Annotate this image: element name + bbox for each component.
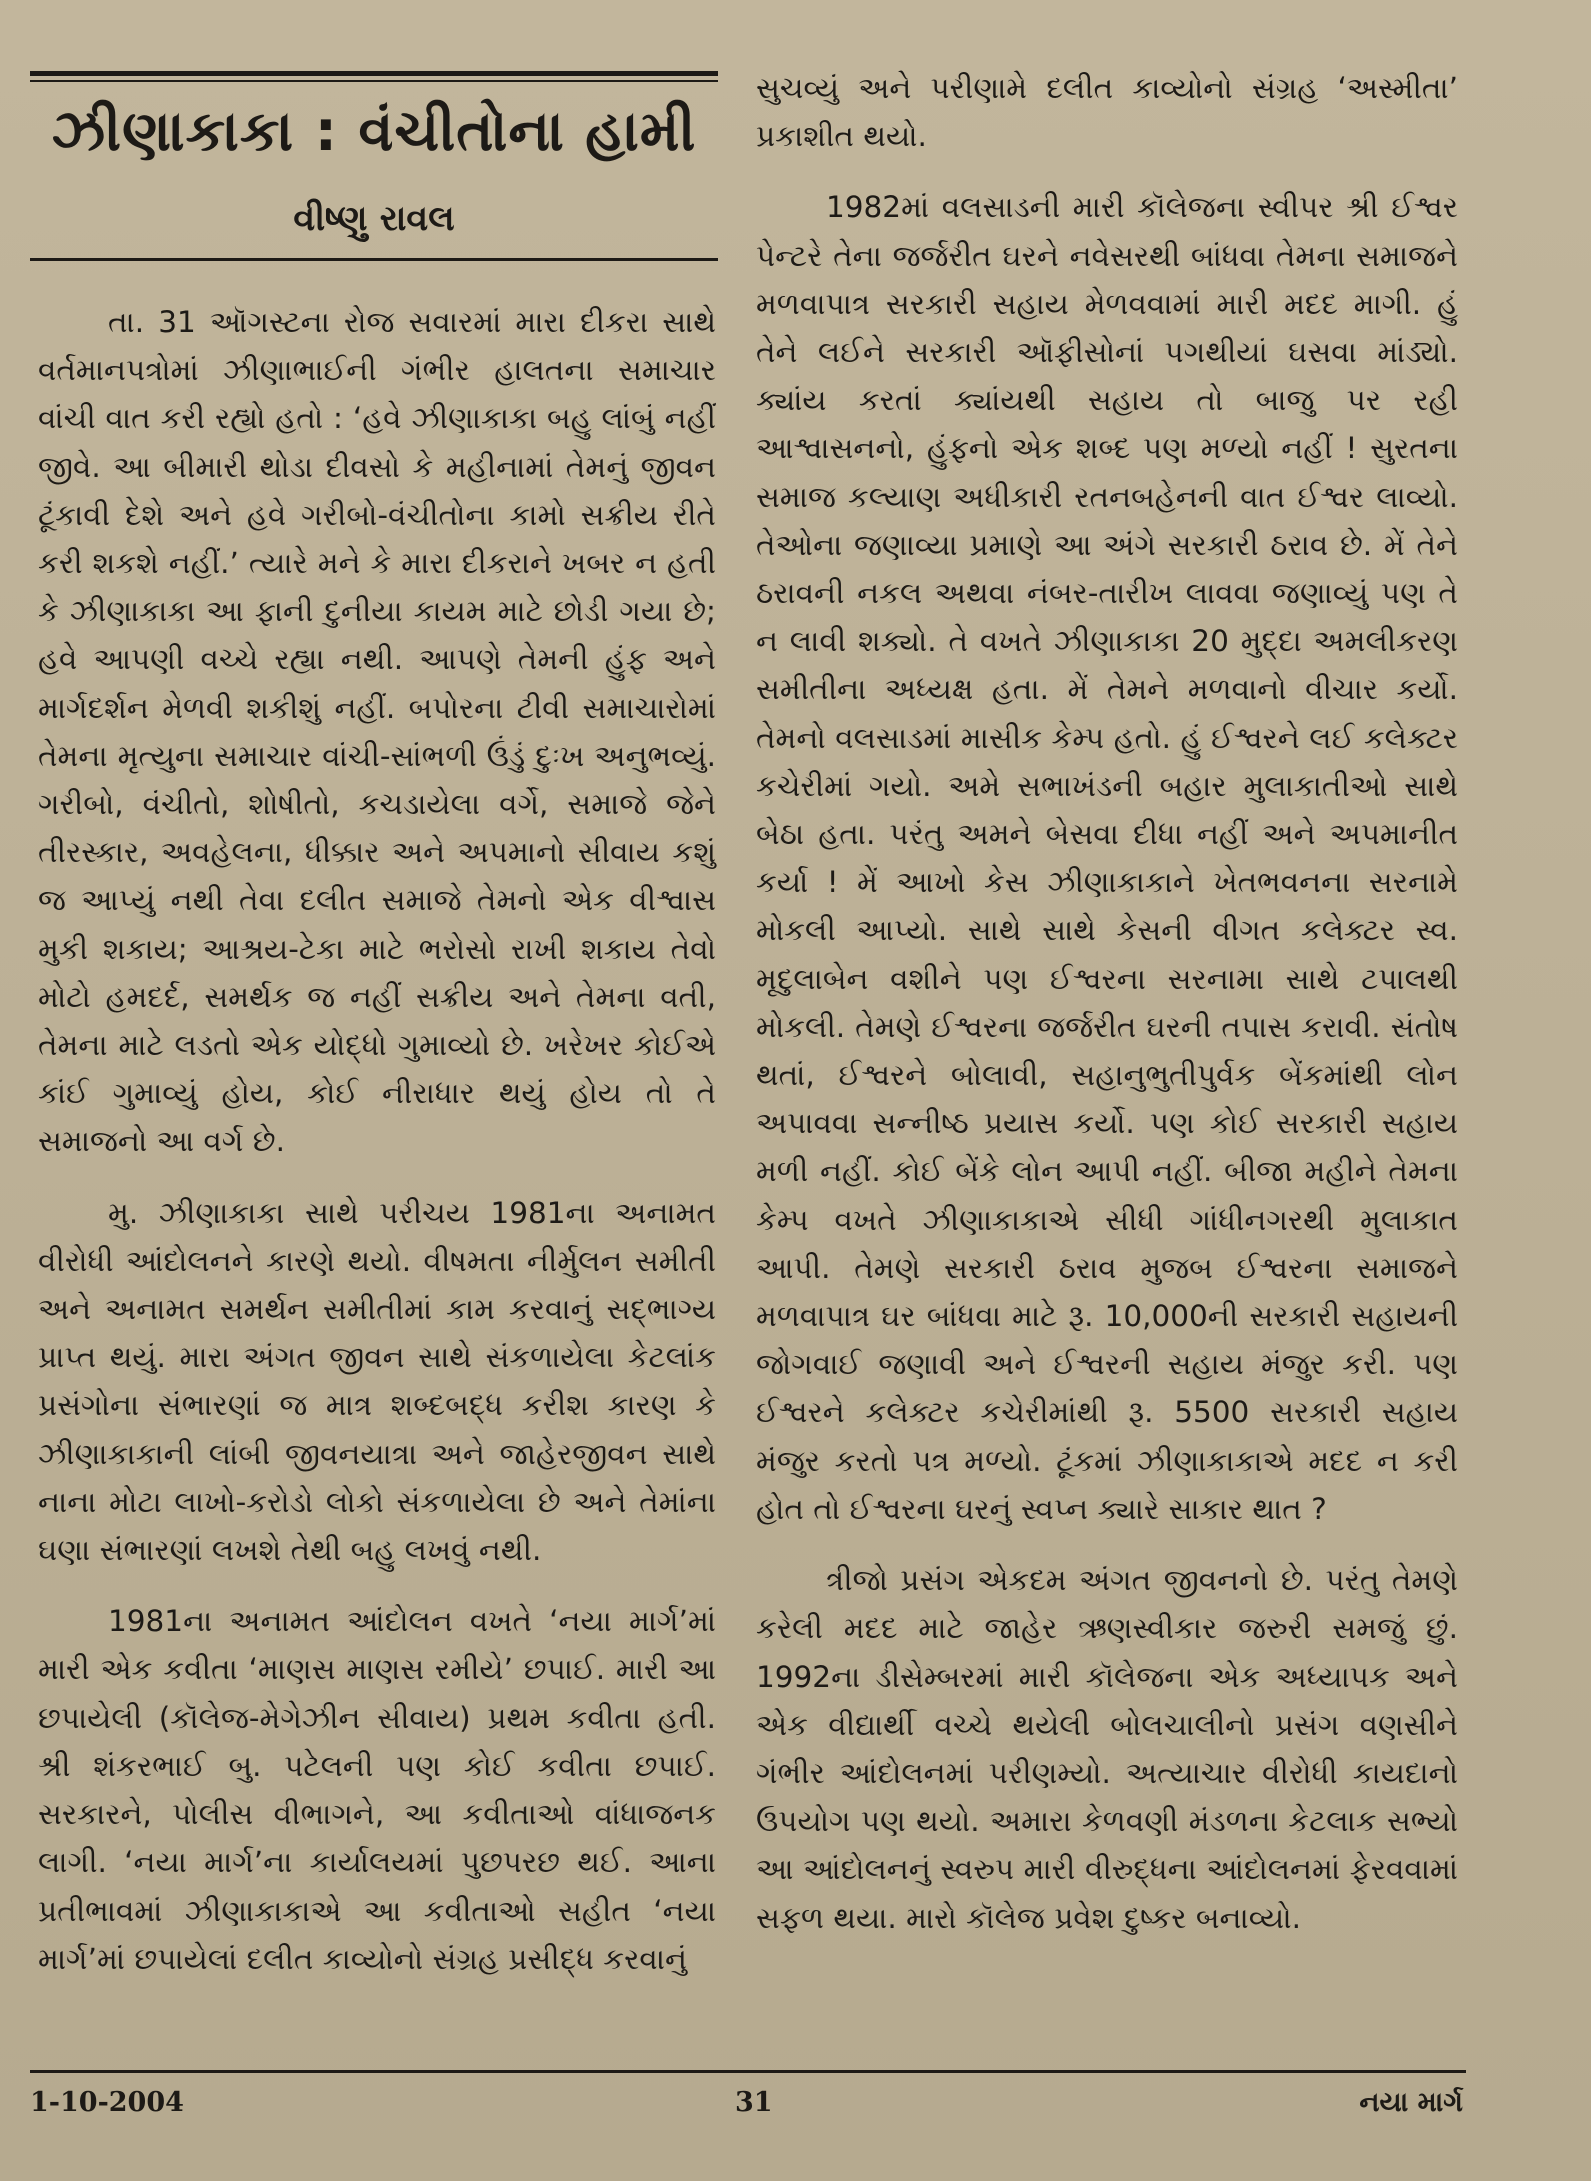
footer-date: 1-10-2004 <box>30 2087 184 2118</box>
paragraph: ત્રીજો પ્રસંગ એકદમ અંગત જીવનનો છે. પરંતુ તેમણે કરેલી મદદ માટે જાહેર ઋણસ્વીકાર જરુરી સમજું છું. 1992ના ડીસેમ્બરમાં મારી કૉલેજના એક અધ્યાપક અને એક વીદ્યાર્થી વચ્ચે થયેલી બોલચાલીનો પ્રસંગ વણસીને ગંભીર આંદોલનમાં પરીણમ્યો. અત્યાચાર વીરોધી કાયદાનો ઉપયોગ પણ થયો. અમારા કેળવણી મંડળના કેટલાક સભ્યો આ આંદોલનનું સ્વરુપ મારી વીરુદ્ધના આંદોલનમાં ફેરવવામાં સફળ થયા. મારો કૉલેજ પ્રવેશ દુષ્કર બનાવ્યો. <box>756 1563 1458 1935</box>
author-rule <box>30 258 718 261</box>
article-title: ઝીણાકાકા : વંચીતોના હામી <box>51 99 697 164</box>
paragraph: 1981ના અનામત આંદોલન વખતે ‘નયા માર્ગ’માં મારી એક કવીતા ‘માણસ માણસ રમીયે’ છપાઈ. મારી આ છપાયેલી (કૉલેજ-મેગેઝીન સીવાય) પ્રથમ કવીતા હતી. શ્રી શંકરભાઈ બુ. પટેલની પણ કોઈ કવીતા છપાઈ. સરકારને, પોલીસ વીભાગને, આ કવીતાઓ વાંધાજનક લાગી. ‘નયા માર્ગ’ના કાર્યાલયમાં પુછપરછ થઈ. આના પ્રતીભાવમાં ઝીણાકાકાએ આ કવીતાઓ સહીત ‘નયા માર્ગ’માં છપાયેલાં દલીત કાવ્યોનો સંગ્રહ પ્રસીદ્ધ કરવાનું <box>38 1604 716 1976</box>
paragraph-continued: સુચવ્યું અને પરીણામે દલીત કાવ્યોનો સંગ્રહ ‘અસ્મીતા’ પ્રકાશીત થયો. <box>756 71 1458 154</box>
title-top-rule <box>30 71 718 76</box>
paragraph: મુ. ઝીણાકાકા સાથે પરીચય 1981ના અનામત વીરોધી આંદોલનને કારણે થયો. વીષમતા નીર્મુલન સમીતી અને અનામત સમર્થન સમીતીમાં કામ કરવાનું સદ્ભાગ્ય પ્રાપ્ત થયું. મારા અંગત જીવન સાથે સંકળાયેલા કેટલાંક પ્રસંગોના સંભારણાં જ માત્ર શબ્દબદ્ધ કરીશ કારણ કે ઝીણાકાકાની લાંબી જીવનયાત્રા અને જાહેરજીવન સાથે નાના મોટા લાખો-કરોડો લોકો સંકળાયેલા છે અને તેમાંના ઘણા સંભારણાં લખશે તેથી બહુ લખવું નથી. <box>38 1195 716 1568</box>
publication-name: નયા માર્ગ <box>1359 2087 1463 2118</box>
left-column <box>38 298 716 2006</box>
right-column <box>756 64 1458 1965</box>
paragraph: તા. 31 ઑગસ્ટના રોજ સવારમાં મારા દીકરા સાથે વર્તમાનપત્રોમાં ઝીણાભાઈની ગંભીર હાલતના સમાચાર વાંચી વાત કરી રહ્યો હતો : ‘હવે ઝીણાકાકા બહુ લાંબું નહીં જીવે. આ બીમારી થોડા દીવસો કે મહીનામાં તેમનું જીવન ટૂંકાવી દેશે અને હવે ગરીબો-વંચીતોના કામો સક્રીય રીતે કરી શકશે નહીં.’ ત્યારે મને કે મારા દીકરાને ખબર ન હતી કે ઝીણાકાકા આ ફાની દુનીયા કાયમ માટે છોડી ગયા છે; હવે આપણી વચ્ચે રહ્યા નથી. આપણે તેમની હુંફ અને માર્ગદર્શન મેળવી શકીશું નહીં. બપોરના ટીવી સમાચારોમાં તેમના મૃત્યુના સમાચાર વાંચી-સાંભળી ઉંડું દુઃખ અનુભવ્યું. ગરીબો, વંચીતો, શોષીતો, કચડાયેલા વર્ગે, સમાજે જેને તીરસ્કાર, અવહેલના, ધીક્કાર અને અપમાનો સીવાય કશું જ આપ્યું નથી તેવા દલીત સમાજે તેમનો એક વીશ્વાસ મુકી શકાય; આશ્રય-ટેકા માટે ભરોસો રાખી શકાય તેવો મોટો હમદર્દ, સમર્થક જ નહીં સક્રીય અને તેમના વતી, તેમના માટે લડતો એક યોદ્ધો ગુમાવ્યો છે. ખરેખર કોઈએ કાંઈ ગુમાવ્યું હોય, કોઈ નીરાધાર થયું હોય તો તે સમાજનો આ વર્ગ છે. <box>38 305 716 1159</box>
paragraph: 1982માં વલસાડની મારી કૉલેજના સ્વીપર શ્રી ઈશ્વર પેન્ટરે તેના જર્જરીત ઘરને નવેસરથી બાંધવા તેમના સમાજને મળવાપાત્ર સરકારી સહાય મેળવવામાં મારી મદદ માગી. હું તેને લઈને સરકારી ઑફીસોનાં પગથીયાં ઘસવા માંડ્યો. ક્યાંય કરતાં ક્યાંયથી સહાય તો બાજુ પર રહી આશ્વાસનનો, હુંફનો એક શબ્દ પણ મળ્યો નહીં ! સુરતના સમાજ કલ્યાણ અધીકારી રતનબહેનની વાત ઈશ્વર લાવ્યો. તેઓના જણાવ્યા પ્રમાણે આ અંગે સરકારી ઠરાવ છે. મેં તેને ઠરાવની નકલ અથવા નંબર-તારીખ લાવવા જણાવ્યું પણ તે ન લાવી શક્યો. તે વખતે ઝીણાકાકા 20 મુદ્દા અમલીકરણ સમીતીના અધ્યક્ષ હતા. મેં તેમને મળવાનો વીચાર કર્યો. તેમનો વલસાડમાં માસીક કેમ્પ હતો. હું ઈશ્વરને લઈ કલેક્ટર કચેરીમાં ગયો. અમે સભાખંડની બહાર મુલાકાતીઓ સાથે બેઠા હતા. પરંતુ અમને બેસવા દીધા નહીં અને અપમાનીત કર્યા ! મેં આખો કેસ ઝીણાકાકાને ખેતભવનના સરનામે મોકલી આપ્યો. સાથે સાથે કેસની વીગત કલેક્ટર સ્વ. મૃદુલાબેન વશીને પણ ઈશ્વરના સરનામા સાથે ટપાલથી મોકલી. તેમણે ઈશ્વરના જર્જરીત ઘરની તપાસ કરાવી. સંતોષ થતાં, ઈશ્વરને બોલાવી, સહાનુભુતીપુર્વક બેંકમાંથી લોન અપાવવા સન્નીષ્ઠ પ્રયાસ કર્યો. પણ કોઈ સરકારી સહાય મળી નહીં. કોઈ બેંકે લોન આપી નહીં. બીજા મહીને તેમના કેમ્પ વખતે ઝીણાકાકાએ સીધી ગાંધીનગરથી મુલાકાત આપી. તેમણે સરકારી ઠરાવ મુજબ ઈશ્વરના સમાજને મળવાપાત્ર ઘર બાંધવા માટે રૂ. 10,000ની સરકારી સહાયની જોગવાઈ જણાવી અને ઈશ્વરની સહાય મંજુર કરી. પણ ઈશ્વરને કલેક્ટર કચેરીમાંથી રૂ. 5500 સરકારી સહાય મંજુર કરતો પત્ર મળ્યો. ટૂંકમાં ઝીણાકાકાએ મદદ ન કરી હોત તો ઈશ્વરના ઘરનું સ્વપ્ન ક્યારે સાકાર થાત ? <box>756 190 1459 1526</box>
footer-rule <box>30 2070 1466 2073</box>
article-author: વીષ્ણુ રાવલ <box>293 199 455 239</box>
title-top-rule-thin <box>30 80 718 82</box>
page-number: 31 <box>735 2087 773 2118</box>
